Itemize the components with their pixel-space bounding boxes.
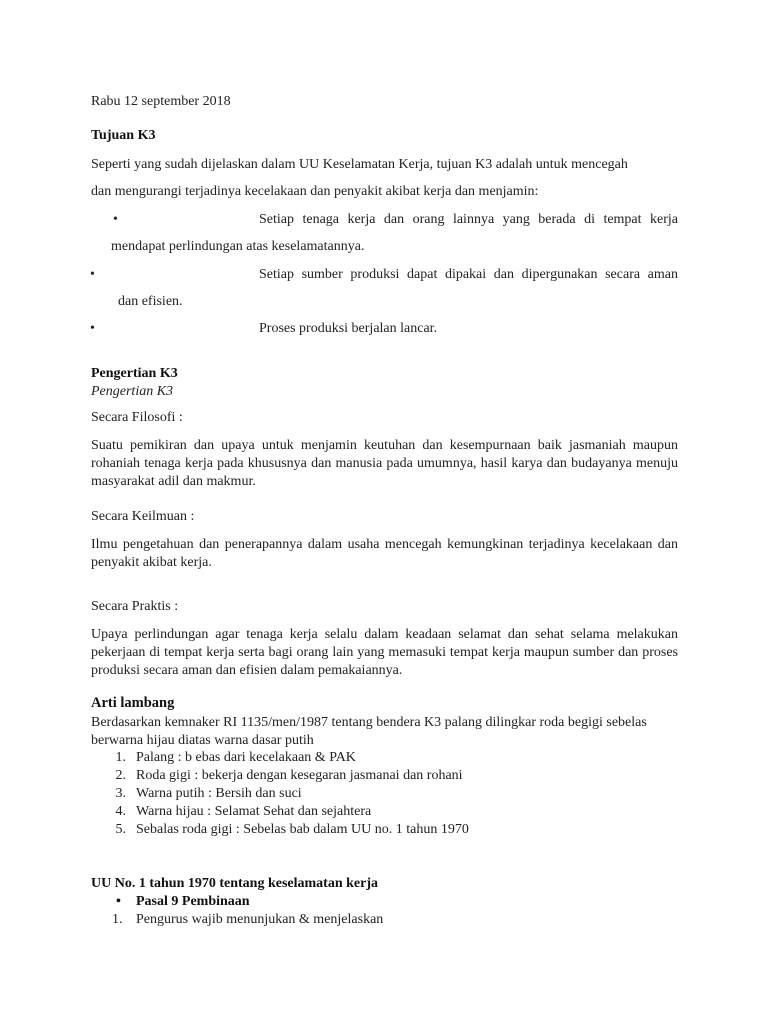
heading-pengertian-k3: Pengertian K3 <box>91 366 178 381</box>
list-item-number: 2. <box>115 768 126 783</box>
bullet-3-line-1: Proses produksi berjalan lancar. <box>259 321 438 336</box>
heading-uu-no-1-1970: UU No. 1 tahun 1970 tentang keselamatan kerja <box>91 876 378 891</box>
pasal-9-pembinaan: Pasal 9 Pembinaan <box>136 894 250 909</box>
list-item <box>91 767 469 785</box>
list-item-number: 4. <box>115 804 126 819</box>
label-secara-keilmuan: Secara Keilmuan : <box>91 509 195 524</box>
list-item-number: 1. <box>115 750 126 765</box>
paragraph-arti-lambang: Berdasarkan kemnaker RI 1135/men/1987 tentang bendera K3 palang dilingkar roda begigi sebelas berwarna hijau diatas warna dasar putih <box>91 715 647 748</box>
bullet-2-dot: • <box>90 267 95 282</box>
heading-arti-lambang: Arti lambang <box>91 695 175 711</box>
tujuan-intro-line-1: Seperti yang sudah dijelaskan dalam UU Keselamatan Kerja, tujuan K3 adalah untuk mencegah <box>91 157 628 172</box>
paragraph-keilmuan: Ilmu pengetahuan dan penerapannya dalam usaha mencegah kemungkinan terjadinya kecelakaan dan penyakit akibat kerja. <box>91 537 678 570</box>
arti-lambang-list <box>91 749 469 839</box>
bullet-1-dot: • <box>113 212 118 227</box>
bullet-1-line-1: Setiap tenaga kerja dan orang lainnya yang berada di tempat kerja <box>259 212 678 227</box>
list-item <box>91 821 469 839</box>
tujuan-intro-line-2: dan mengurangi terjadinya kecelakaan dan penyakit akibat kerja dan menjamin: <box>91 184 539 199</box>
paragraph-filosofi: Suatu pemikiran dan upaya untuk menjamin keutuhan dan kesempurnaan baik jasmaniah maupun rohaniah tenaga kerja pada khususnya dan manusia pada umumnya, hasil karya dan budayanya menuju masyarakat adil dan makmur. <box>91 438 678 489</box>
list-item-text: Sebalas roda gigi : Sebelas bab dalam UU no. 1 tahun 1970 <box>136 822 469 837</box>
list-item-text: Warna hijau : Selamat Sehat dan sejahtera <box>136 804 372 819</box>
bullet-2-line-1: Setiap sumber produksi dapat dipakai dan dipergunakan secara aman <box>259 267 678 282</box>
document-date: Rabu 12 september 2018 <box>91 94 231 109</box>
paragraph-praktis: Upaya perlindungan agar tenaga kerja selalu dalam keadaan selamat dan sehat selama melakukan pekerjaan di tempat kerja serta bagi orang lain yang memasuki tempat kerja maupun sumber dan proses produksi secara aman dan efisien dalam pemakaiannya. <box>91 627 678 678</box>
subheading-pengertian-k3: Pengertian K3 <box>91 384 174 399</box>
label-secara-filosofi: Secara Filosofi : <box>91 410 183 425</box>
heading-tujuan-k3: Tujuan K3 <box>91 128 156 143</box>
uu-item-number: 1. <box>112 912 123 927</box>
bullet-1-line-2: mendapat perlindungan atas keselamatannya. <box>111 239 365 254</box>
list-item <box>91 785 469 803</box>
list-item-number: 3. <box>115 786 126 801</box>
bullet-2-line-2: dan efisien. <box>118 294 183 309</box>
uu-item-text: Pengurus wajib menunjukan & menjelaskan <box>136 912 384 927</box>
list-item-number: 5. <box>115 822 126 837</box>
list-item-text: Roda gigi : bekerja dengan kesegaran jasmanai dan rohani <box>136 768 463 783</box>
bullet-3-dot: • <box>90 321 95 336</box>
pasal-bullet-dot: • <box>116 894 121 909</box>
list-item <box>91 749 469 767</box>
list-item-text: Warna putih : Bersih dan suci <box>136 786 302 801</box>
label-secara-praktis: Secara Praktis : <box>91 599 179 614</box>
list-item-text: Palang : b ebas dari kecelakaan & PAK <box>136 750 356 765</box>
list-item <box>91 803 469 821</box>
